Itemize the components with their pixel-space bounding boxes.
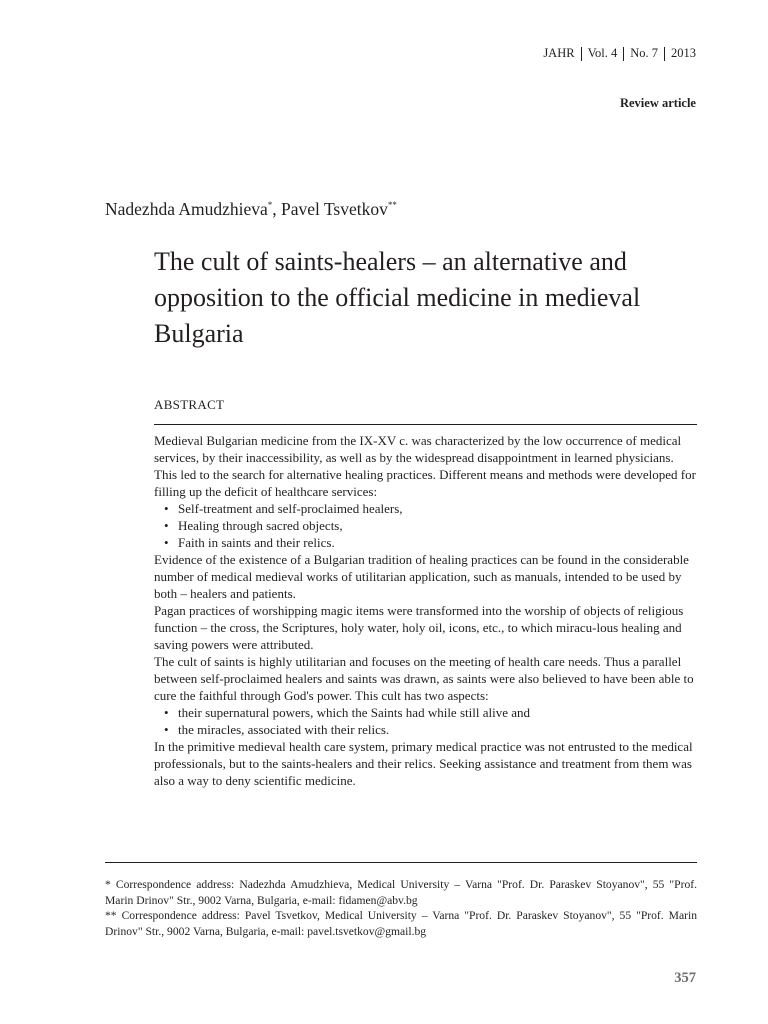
list-item: • Faith in saints and their relics.	[164, 535, 335, 550]
author-name: Nadezhda Amudzhieva	[105, 199, 268, 219]
article-type: Review article	[619, 96, 696, 110]
author-separator: ,	[272, 199, 282, 219]
journal-year: 2013	[671, 46, 696, 60]
bullet-icon: •	[164, 535, 169, 550]
abstract-body	[154, 432, 697, 789]
header-separator	[623, 47, 624, 61]
list-item: • their supernatural powers, which the Saints had while still alive and	[164, 705, 530, 720]
header-separator	[664, 47, 665, 61]
author-footnote-mark[interactable]: *	[267, 200, 273, 211]
abstract-bullet-list	[154, 704, 697, 738]
list-item: • Healing through sacred objects,	[164, 518, 343, 533]
abstract-paragraph: Pagan practices of worshipping magic items were transformed into the worship of objects of religious function – the cross, the Scriptures, holy water, holy oil, icons, etc., to which miracu-lous healing and saving powers were attributed.	[154, 603, 684, 652]
journal-header	[543, 46, 696, 61]
author-footnote-mark[interactable]: **	[387, 200, 397, 211]
author-list	[105, 199, 397, 220]
list-item: • Self-treatment and self-proclaimed healers,	[164, 501, 403, 516]
abstract-paragraph: The cult of saints is highly utilitarian and focuses on the meeting of health care needs. Thus a parallel between self-proclaimed healers and saints was drawn, as saints were also believed to have been able to cure the faithful through God's power. This cult has two aspects:	[154, 654, 694, 703]
bullet-icon: •	[164, 722, 169, 737]
journal-name: JAHR	[543, 46, 575, 60]
bullet-icon: •	[164, 705, 169, 720]
abstract-heading: ABSTRACT	[154, 397, 225, 412]
bullet-icon: •	[164, 518, 169, 533]
abstract-paragraph: Medieval Bulgarian medicine from the IX-XV c. was characterized by the low occurrence of medical services, by their inaccessibility, as well as by the widespread disappointment in learned physicians. This led to the search for alternative healing practices. Different means and methods were developed for filling up the deficit of healthcare services:	[154, 433, 696, 499]
header-separator	[581, 47, 582, 61]
abstract-paragraph: In the primitive medieval health care system, primary medical practice was not entrusted to the medical professionals, but to the saints-healers and their relics. Seeking assistance and treatment from them was also a way to deny scientific medicine.	[154, 739, 693, 788]
journal-volume: Vol. 4	[587, 46, 618, 60]
abstract-divider	[154, 424, 697, 425]
footnote-divider	[105, 862, 697, 863]
bullet-icon: •	[164, 501, 169, 516]
list-item: • the miracles, associated with their relics.	[164, 722, 390, 737]
author-name: Pavel Tsvetkov	[281, 199, 388, 219]
journal-number: No. 7	[630, 46, 658, 60]
article-title: The cult of saints-healers – an alternative and opposition to the official medicine in medieval Bulgaria	[154, 247, 641, 348]
page-number: 357	[674, 970, 696, 986]
footnotes	[105, 877, 697, 939]
abstract-bullet-list	[154, 500, 697, 551]
footnote: * Correspondence address: Nadezhda Amudzhieva, Medical University – Varna "Prof. Dr. Paraskev Stoyanov", 55 "Prof. Marin Drinov" Str., 9002 Varna, Bulgaria, e-mail: fidamen@abv.bg	[105, 878, 697, 907]
abstract-paragraph: Evidence of the existence of a Bulgarian tradition of healing practices can be found in the considerable number of medical medieval works of utilitarian application, such as manuals, intended to be used by both – healers and patients.	[154, 552, 689, 601]
footnote: ** Correspondence address: Pavel Tsvetkov, Medical University – Varna "Prof. Dr. Paraskev Stoyanov", 55 "Prof. Marin Drinov" Str., 9002 Varna, Bulgaria, e-mail: pavel.tsvetkov@gmail.bg	[105, 909, 697, 938]
